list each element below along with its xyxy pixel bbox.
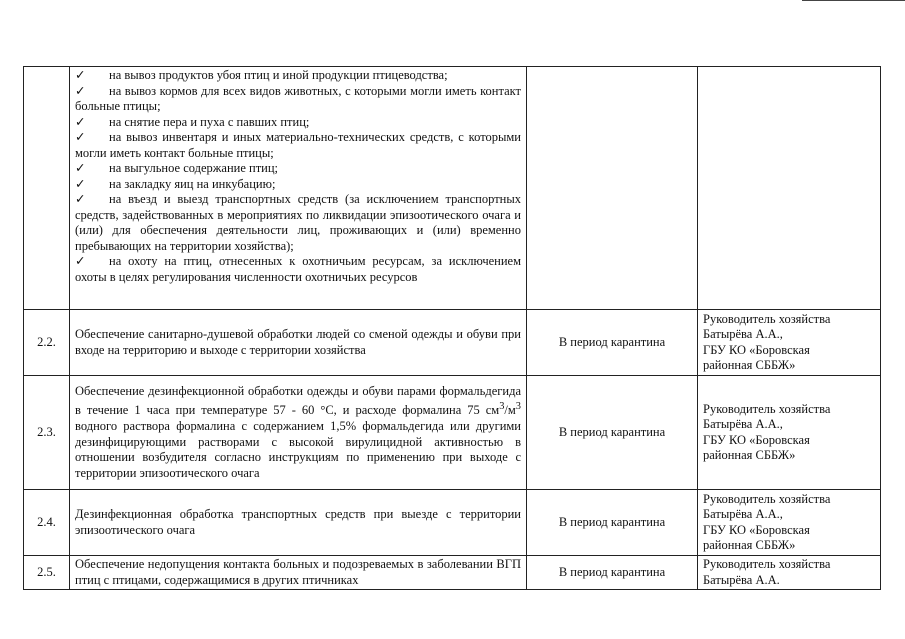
list-item: ✓ на закладку яиц на инкубацию; bbox=[75, 176, 276, 191]
measure-description: Обеспечение санитарно-душевой обработки людей со сменой одежды и обуви при входе на территорию и выходе с территории хозяйства bbox=[70, 310, 527, 376]
table-row bbox=[24, 556, 881, 590]
table-row bbox=[24, 490, 881, 556]
check-icon: ✓ bbox=[75, 192, 86, 206]
measures-table bbox=[23, 66, 881, 590]
check-icon: ✓ bbox=[75, 114, 86, 129]
table-row bbox=[24, 376, 881, 490]
list-item: ✓ на охоту на птиц, отнесенных к охотничьим ресурсам, за исключением охоты в целях регулирования численности охотничьих ресурсов bbox=[75, 254, 521, 284]
list-item: ✓ на въезд и выезд транспортных средств (за исключением транспортных средств, задействованных в мероприятиях по ликвидации эпизоотического очага и (или) для обеспечения деятельности лиц, проживающих и (или) временно пребывающих на территории хозяйства); bbox=[75, 192, 521, 253]
measure-description: Обеспечение дезинфекционной обработки одежды и обуви парами формальдегида в течение 1 часа при температуре 57 - 60 °С, и расходе формалина 75 $см^3/м^3$ водного раствора формалина с содержанием 1,5% формальдегида или другими дезинфицирующими растворами с высокой вирулицидной активностью в отношении возбудителя согласно инструкциям по применению при выходе с территории эпизоотического очага bbox=[70, 376, 527, 490]
list-item: ✓ на выгульное содержание птиц; bbox=[75, 161, 279, 175]
row-number: 2.4. bbox=[24, 490, 70, 556]
list-item: ✓ на вывоз кормов для всех видов животных, с которыми могли иметь контакт больные птицы; bbox=[75, 83, 521, 113]
responsible-cell bbox=[698, 67, 881, 310]
list-item: ✓ на вывоз инвентаря и иных материально-технических средств, с которыми могли иметь контакт больные птицы; bbox=[75, 130, 521, 160]
measure-description: Дезинфекционная обработка транспортных средств при выезде с территории эпизоотического очага bbox=[70, 490, 527, 556]
check-icon: ✓ bbox=[75, 176, 86, 191]
list-item: ✓ на вывоз продуктов убоя птиц и иной продукции птицеводства; bbox=[75, 68, 448, 82]
responsible-cell: Руководитель хозяйства Батырёва А.А., ГБУ КО «Боровская районная СББЖ» bbox=[698, 376, 881, 490]
restrictions-list bbox=[70, 67, 527, 310]
row-number bbox=[24, 67, 70, 310]
check-icon: ✓ bbox=[75, 68, 86, 82]
responsible-cell: Руководитель хозяйства Батырёва А.А. bbox=[698, 556, 881, 590]
table-row bbox=[24, 310, 881, 376]
row-number: 2.5. bbox=[24, 556, 70, 590]
period-cell bbox=[527, 67, 698, 310]
period-cell: В период карантина bbox=[527, 490, 698, 556]
period-cell: В период карантина bbox=[527, 310, 698, 376]
list-item: ✓ на снятие пера и пуха с павших птиц; bbox=[75, 114, 310, 129]
check-icon: ✓ bbox=[75, 130, 86, 144]
check-icon: ✓ bbox=[75, 161, 86, 175]
period-cell: В период карантина bbox=[527, 376, 698, 490]
responsible-cell: Руководитель хозяйства Батырёва А.А., ГБУ КО «Боровская районная СББЖ» bbox=[698, 310, 881, 376]
responsible-cell: Руководитель хозяйства Батырёва А.А., ГБУ КО «Боровская районная СББЖ» bbox=[698, 490, 881, 556]
check-icon: ✓ bbox=[75, 83, 86, 98]
corner-rule bbox=[802, 0, 905, 1]
check-icon: ✓ bbox=[75, 254, 86, 268]
row-number: 2.3. bbox=[24, 376, 70, 490]
period-cell: В период карантина bbox=[527, 556, 698, 590]
row-number: 2.2. bbox=[24, 310, 70, 376]
measure-description: Обеспечение недопущения контакта больных и подозреваемых в заболевании ВГП птиц с птицами, содержащимися в других птичниках bbox=[70, 556, 527, 590]
table-row bbox=[24, 67, 881, 310]
